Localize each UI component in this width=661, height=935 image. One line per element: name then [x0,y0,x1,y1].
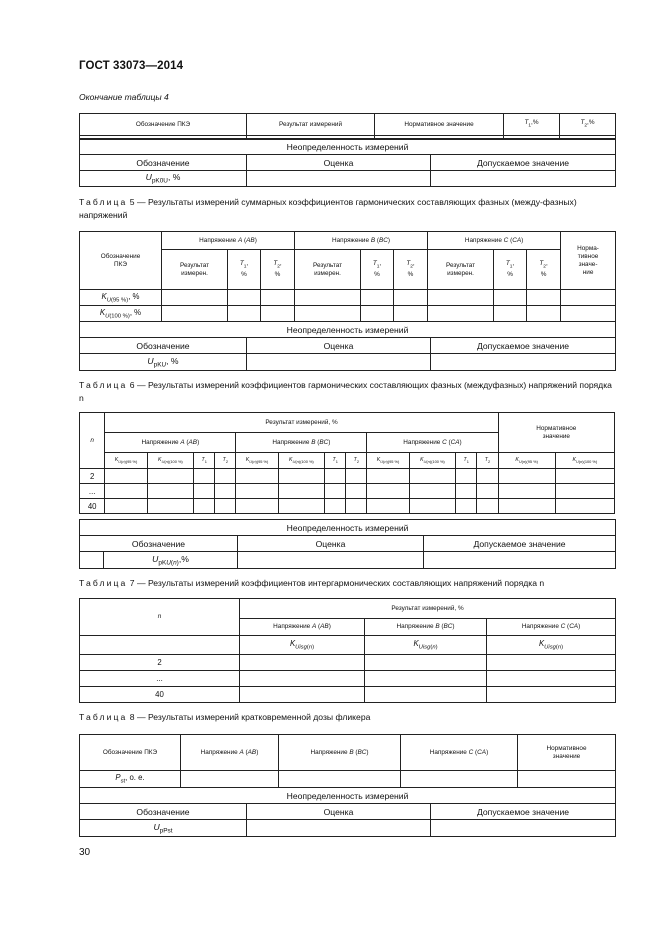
table-8-uncertainty [79,787,616,837]
estimate-header: Оценка [247,338,431,354]
table-8-caption: Таблица 8 — Результаты измерений кратковременной дозы фликера [79,712,371,722]
designation-header: Обозначение [80,536,238,552]
row-k95: $K_{U(95 \%)}$, % [80,290,162,306]
col-voltage-b: Напряжение B (BC) [295,232,428,250]
col-n: n [80,413,105,469]
col-voltage-c: Напряжение C (CA) [428,232,561,250]
col-pke: Обозначение ПКЭ [80,232,162,290]
n-row: 2 [80,655,240,671]
table-4 [79,113,616,140]
col-normative: Нормативное значение [518,735,616,771]
allowed-header: Допускаемое значение [431,155,616,171]
table-4-uncertainty [79,138,616,187]
designation-header: Обозначение [80,155,247,171]
table-6: n Результат измерений, % Нормативное значение Напряжение A (AB) Напряжение B (BC) Напряжение C (CA) $K_{U(n)(95 \%)}$ $K_{U(n)(100 \%)}$ $T_1$ $T_2$ $K_{U(n)(95 \%)}$ $K_{U(n)(100 \%)}$ $T_1$ $T_2$ $K_{U(n)(95 \%)}$ $K_{U(n)(100 \%)}$ $T_1$ $T_2$ $K_{U(n)(95 \%)}$ $K_{U(n)(100 \%)}$ 2 ... 40 [79,412,615,514]
estimate-header: Оценка [247,155,431,171]
col-normative: Норма- тивное значе- ние [561,232,616,290]
uncertainty-row-label: $U_{pPst}$ [80,820,247,837]
allowed-header: Допускаемое значение [431,804,616,820]
col-t2: $T_2,\%$ [560,114,616,136]
designation-header: Обозначение [80,804,247,820]
table-5-caption: Таблица 5 — Результаты измерений суммарных коэффициентов гармонических составляющих фазных (между-фазных) напряжений [79,197,577,220]
uncertainty-title: Неопределенность измерений [80,520,616,536]
n-row: ... [80,484,105,499]
document-header: ГОСТ 33073—2014 [79,60,184,72]
uncertainty-title: Неопределенность измерений [80,322,616,338]
table-8: Обозначение ПКЭ Напряжение A (AB) Напряжение B (BC) Напряжение C (CA) Нормативное значение $P_{st}$, о. е. [79,734,616,788]
continuation-caption: Окончание таблицы 4 [79,92,169,102]
n-row: 40 [80,687,240,703]
n-row: ... [80,671,240,687]
table-7: n Результат измерений, % Напряжение A (AB) Напряжение B (BC) Напряжение C (CA) $K_{Uisg(n)}$ $K_{Uisg(n)}$ $K_{Uisg(n)}$ 2 ... 40 [79,598,616,703]
col-result-pct: Результат измерений, % [240,599,616,619]
uncertainty-title: Неопределенность измерений [80,788,616,804]
col-voltage-a: Напряжение A (AB) [162,232,295,250]
n-row: 40 [80,499,105,514]
col-normative: Нормативное значение [375,114,504,136]
table-6-uncertainty [79,519,616,569]
table-5-uncertainty [79,321,616,371]
row-k100: $K_{U(100 \%)}$, % [80,306,162,322]
allowed-header: Допускаемое значение [424,536,616,552]
uncertainty-row-label: $U_{pK0U}$, % [80,171,247,187]
uncertainty-title: Неопределенность измерений [80,139,616,155]
designation-header: Обозначение [80,338,247,354]
uncertainty-row-label: $U_{pKU}$, % [80,354,247,371]
col-pke: Обозначение ПКЭ [80,114,247,136]
col-n: n [80,599,240,636]
table-6-caption: Таблица 6 — Результаты измерений коэффициентов гармонических составляющих фазных (междуфазных) напряжений порядка n [79,380,612,403]
page-number: 30 [79,847,91,858]
table-7-caption: Таблица 7 — Результаты измерений коэффициентов интергармонических составляющих напряжений порядка n [79,578,545,588]
estimate-header: Оценка [247,804,431,820]
n-row: 2 [80,469,105,484]
row-pst: $P_{st}$, о. е. [80,771,181,788]
col-result: Результат измерений [247,114,375,136]
col-t1: $T_1,\%$ [504,114,560,136]
col-normative: Нормативное значение [498,413,614,453]
col-result-pct: Результат измерений, % [105,413,498,433]
allowed-header: Допускаемое значение [431,338,616,354]
table-5: Обозначение ПКЭ Напряжение A (AB) Напряжение B (BC) Напряжение C (CA) Норма- тивное значе- ние Результат измерен. $T_1$, % $T_2$, % Результат измерен. $T_1$, % $T_2$, % Результат измерен. $T_1$, % $T_2$, % $K_{U(95 \%)}$, % $K_{U(100 \%)}$, % [79,231,616,322]
uncertainty-row-label: $U_{pKU(n)},\%$ [104,552,238,569]
col-pke: Обозначение ПКЭ [80,735,181,771]
estimate-header: Оценка [238,536,424,552]
